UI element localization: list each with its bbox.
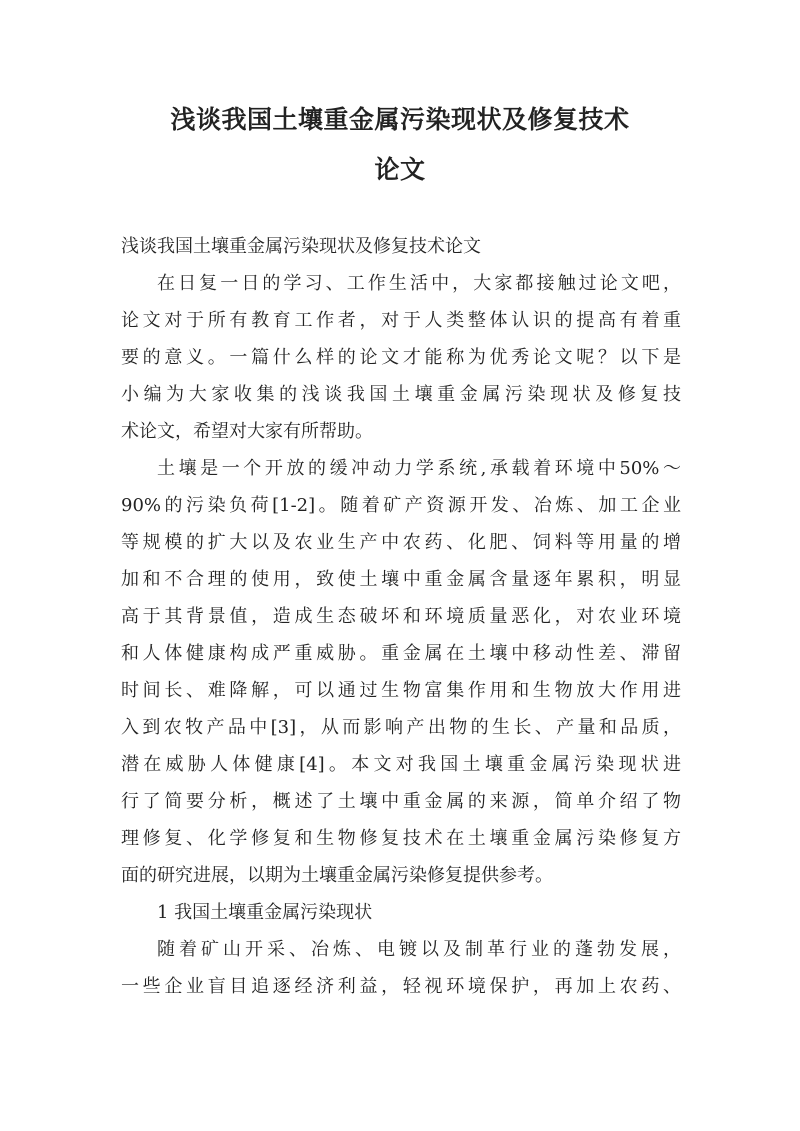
paragraph-line: 术论文，希望对大家有所帮助。	[121, 421, 373, 442]
paragraph-line: 随着矿山开采、冶炼、电镀以及制革行业的蓬勃发展，	[157, 939, 681, 960]
document-title	[100, 95, 700, 195]
paragraph-line: 面的研究进展，以期为土壤重金属污染修复提供参考。	[121, 865, 553, 886]
paragraph-line: 时间长、难降解，可以通过生物富集作用和生物放大作用进	[121, 680, 681, 701]
paragraph-line: 理修复、化学修复和生物修复技术在土壤重金属污染修复方	[121, 828, 681, 849]
section-heading: 1 我国土壤重金属污染现状	[157, 902, 373, 923]
paragraph-line: 要的意义。一篇什么样的论文才能称为优秀论文呢？以下是	[121, 347, 681, 368]
paragraph-line: 行了简要分析，概述了土壤中重金属的来源，简单介绍了物	[121, 791, 681, 812]
paragraph-line: 论文对于所有教育工作者，对于人类整体认识的提高有着重	[121, 310, 681, 331]
paragraph-line: 土壤是一个开放的缓冲动力学系统,承载着环境中50%～	[157, 458, 681, 479]
paragraph-line: 小编为大家收集的浅谈我国土壤重金属污染现状及修复技	[121, 384, 681, 405]
paragraph-line: 高于其背景值，造成生态破坏和环境质量恶化，对农业环境	[121, 606, 681, 627]
paragraph-line: 90%的污染负荷[1-2]。随着矿产资源开发、冶炼、加工企业	[121, 495, 681, 516]
title-line-1: 浅谈我国土壤重金属污染现状及修复技术	[170, 105, 630, 134]
paragraph-line: 一些企业盲目追逐经济利益，轻视环境保护，再加上农药、	[121, 976, 681, 997]
title-line-2: 论文	[374, 155, 426, 184]
paragraph-status	[121, 931, 681, 1005]
subtitle: 浅谈我国土壤重金属污染现状及修复技术论文	[121, 236, 481, 257]
paragraph-line: 潜在威胁人体健康[4]。本文对我国土壤重金属污染现状进	[121, 754, 681, 775]
paragraph-line: 和人体健康构成严重威胁。重金属在土壤中移动性差、滞留	[121, 643, 681, 664]
paragraph-line: 入到农牧产品中[3]，从而影响产出物的生长、产量和品质，	[121, 717, 681, 738]
paragraph-line: 在日复一日的学习、工作生活中，大家都接触过论文吧，	[157, 273, 681, 294]
paragraph-intro	[121, 265, 681, 450]
paragraph-soil	[121, 450, 681, 894]
paragraph-line: 等规模的扩大以及农业生产中农药、化肥、饲料等用量的增	[121, 532, 681, 553]
document-body	[121, 228, 681, 1005]
paragraph-line: 加和不合理的使用，致使土壤中重金属含量逐年累积，明显	[121, 569, 681, 590]
